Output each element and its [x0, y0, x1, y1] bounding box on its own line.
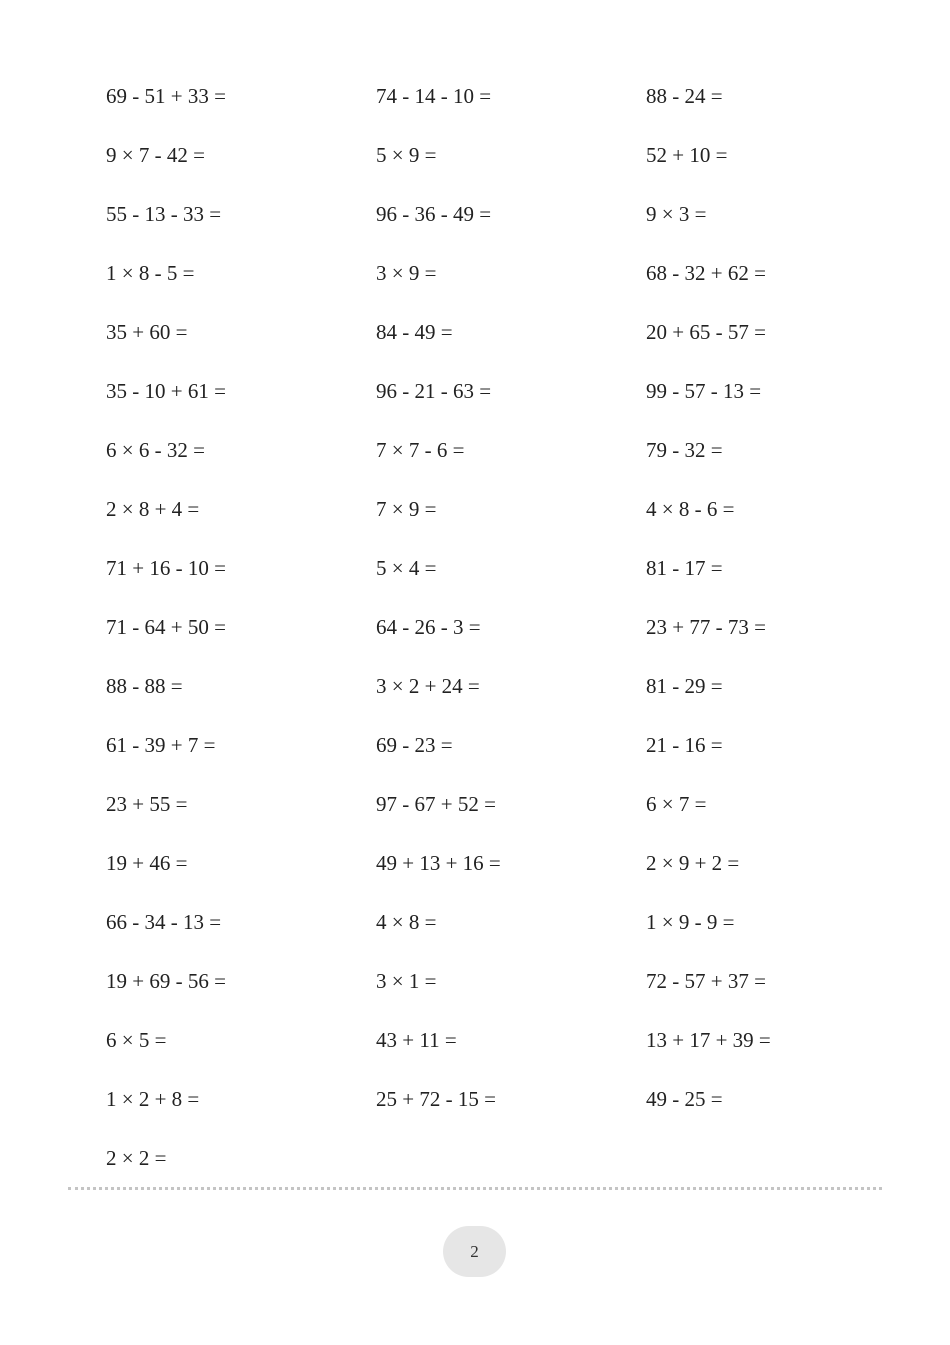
math-problem: 3 × 2 + 24 =: [376, 674, 480, 698]
math-problem: 5 × 4 =: [376, 556, 437, 580]
problem-row: [106, 846, 926, 905]
math-problem: 81 - 29 =: [646, 674, 723, 698]
problem-row: [106, 669, 926, 728]
math-problem: 3 × 1 =: [376, 969, 437, 993]
math-problem: 21 - 16 =: [646, 733, 723, 757]
math-problem: 25 + 72 - 15 =: [376, 1087, 496, 1111]
math-problem: 23 + 55 =: [106, 792, 188, 816]
dotted-divider: [68, 1187, 882, 1190]
problem-row: [106, 1082, 926, 1141]
math-problem: 71 - 64 + 50 =: [106, 615, 226, 639]
math-problem: 49 - 25 =: [646, 1087, 723, 1111]
math-problem: 6 × 6 - 32 =: [106, 438, 205, 462]
math-problem: 69 - 23 =: [376, 733, 453, 757]
math-problem: 72 - 57 + 37 =: [646, 969, 766, 993]
math-problem: 6 × 5 =: [106, 1028, 167, 1052]
math-problem: 97 - 67 + 52 =: [376, 792, 496, 816]
problem-row: [106, 256, 926, 315]
math-problem: 2 × 8 + 4 =: [106, 497, 200, 521]
math-problem: 9 × 3 =: [646, 202, 707, 226]
math-problem: 1 × 8 - 5 =: [106, 261, 195, 285]
math-problem: 20 + 65 - 57 =: [646, 320, 766, 344]
math-problem: 79 - 32 =: [646, 438, 723, 462]
math-problem: 66 - 34 - 13 =: [106, 910, 222, 934]
math-problem: 23 + 77 - 73 =: [646, 615, 766, 639]
math-problem: 43 + 11 =: [376, 1028, 457, 1052]
math-problem: 88 - 88 =: [106, 674, 183, 698]
math-problem: 52 + 10 =: [646, 143, 728, 167]
math-problem: 99 - 57 - 13 =: [646, 379, 762, 403]
math-problem: 13 + 17 + 39 =: [646, 1028, 771, 1052]
math-problem: 69 - 51 + 33 =: [106, 84, 226, 108]
problem-row: [106, 138, 926, 197]
math-problem: 88 - 24 =: [646, 84, 723, 108]
math-problem: 1 × 9 - 9 =: [646, 910, 735, 934]
problem-row: [106, 492, 926, 551]
problem-row: [106, 551, 926, 610]
problem-row: [106, 79, 926, 138]
math-problem: 6 × 7 =: [646, 792, 707, 816]
math-problem: 96 - 36 - 49 =: [376, 202, 492, 226]
math-problem: 1 × 2 + 8 =: [106, 1087, 200, 1111]
problem-row: [106, 728, 926, 787]
problem-row: [106, 610, 926, 669]
problem-row: [106, 315, 926, 374]
page-number: 2: [470, 1241, 479, 1261]
math-problem: 81 - 17 =: [646, 556, 723, 580]
math-problem: 3 × 9 =: [376, 261, 437, 285]
problem-row: [106, 1141, 926, 1200]
math-problem: 35 - 10 + 61 =: [106, 379, 226, 403]
problem-row: [106, 787, 926, 846]
math-problem: 61 - 39 + 7 =: [106, 733, 216, 757]
math-problem: 71 + 16 - 10 =: [106, 556, 226, 580]
math-problem: 9 × 7 - 42 =: [106, 143, 205, 167]
math-problem: 4 × 8 =: [376, 910, 437, 934]
math-problem: 19 + 46 =: [106, 851, 188, 875]
math-problem: 96 - 21 - 63 =: [376, 379, 492, 403]
math-problem: 64 - 26 - 3 =: [376, 615, 481, 639]
math-problem: 49 + 13 + 16 =: [376, 851, 501, 875]
problem-row: [106, 964, 926, 1023]
problem-row: [106, 1023, 926, 1082]
math-problem: 55 - 13 - 33 =: [106, 202, 222, 226]
math-problem: 5 × 9 =: [376, 143, 437, 167]
math-problem: 4 × 8 - 6 =: [646, 497, 735, 521]
math-problem: 7 × 7 - 6 =: [376, 438, 465, 462]
problem-grid: [106, 79, 926, 1200]
math-problem: 35 + 60 =: [106, 320, 188, 344]
problem-row: [106, 374, 926, 433]
math-problem: 2 × 9 + 2 =: [646, 851, 740, 875]
math-problem: 84 - 49 =: [376, 320, 453, 344]
problem-row: [106, 197, 926, 256]
problem-row: [106, 905, 926, 964]
math-problem: 2 × 2 =: [106, 1146, 167, 1170]
math-problem: 7 × 9 =: [376, 497, 437, 521]
math-problem: 68 - 32 + 62 =: [646, 261, 766, 285]
math-problem: 19 + 69 - 56 =: [106, 969, 226, 993]
math-problem: 74 - 14 - 10 =: [376, 84, 492, 108]
page-number-badge: [443, 1226, 506, 1277]
problem-row: [106, 433, 926, 492]
